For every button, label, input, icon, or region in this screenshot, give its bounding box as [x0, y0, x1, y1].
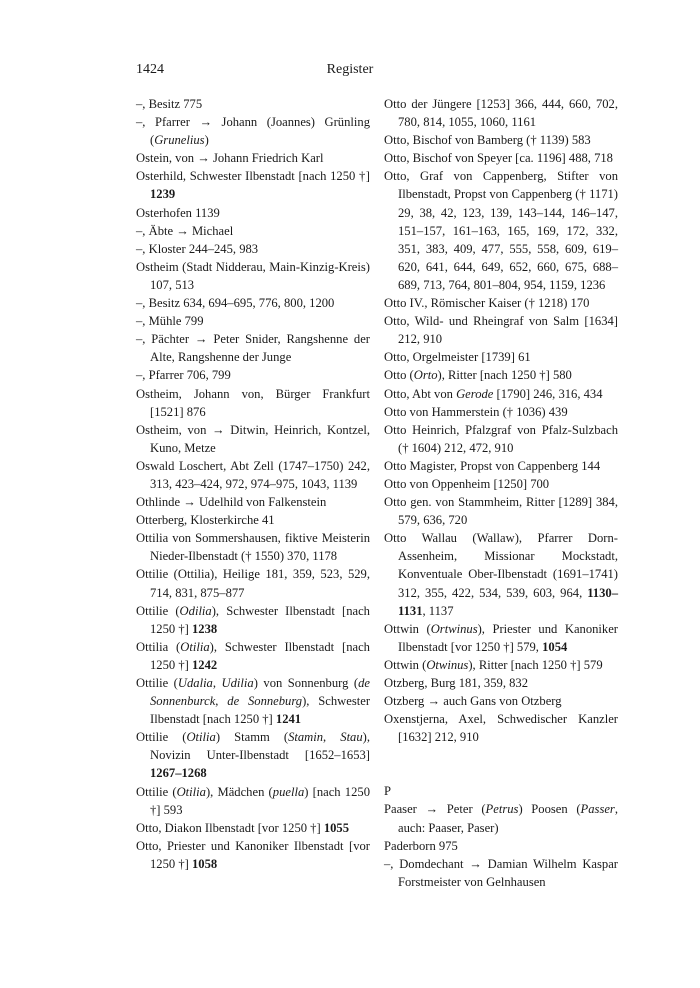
index-entry: Paaser → Peter (Petrus) Poosen (Passer, auch: Paaser, Paser): [384, 802, 618, 835]
index-entry: –, Kloster 244–245, 983: [136, 241, 259, 256]
index-entry: –, Domdechant → Damian Wilhelm Kaspar Forstmeister von Gelnhausen: [384, 856, 618, 889]
index-entry: Ottilie (Otilia) Stamm (Stamin, Stau), Novizin Unter-Ilbenstadt [1652–1653] 1267–1268: [136, 730, 370, 781]
index-entry: –, Besitz 634, 694–695, 776, 800, 1200: [136, 296, 335, 311]
index-entry: Osterhofen 1139: [136, 205, 220, 220]
index-entry: Otto, Abt von Gerode [1790] 246, 316, 434: [384, 386, 603, 401]
index-entry: Oxenstjerna, Axel, Schwedischer Kanzler [1632] 212, 910: [384, 712, 618, 745]
index-entry: Paderborn 975: [384, 838, 458, 853]
index-entry: Otzberg → auch Gans von Otzberg: [384, 694, 562, 709]
index-entry: –, Pfarrer → Johann (Joannes) Grünling (Grunelius): [136, 115, 370, 148]
section-letter: P: [384, 784, 392, 799]
index-entry: Otto Magister, Propst von Cappenberg 144: [384, 458, 601, 473]
running-head: Register: [326, 62, 374, 77]
index-entry: –, Pächter → Peter Snider, Rangshenne der Alte, Rangshenne der Junge: [136, 332, 370, 365]
index-entry: Otto der Jüngere [1253] 366, 444, 660, 702, 780, 814, 1055, 1060, 1161: [384, 97, 618, 130]
index-entry: –, Äbte → Michael: [136, 223, 234, 238]
index-entry: Otto Wallau (Wallaw), Pfarrer Dorn-Assenheim, Missionar Mockstadt, Konventuale Ober-Ilbenstadt (1691–1741) 312, 355, 422, 534, 539, 603, 964, 1130–1131, 1137: [384, 531, 618, 618]
index-entry: Ottilie (Udalia, Udilia) von Sonnenburg (de Sonnenburck, de Sonneburg), Schwester Ilbenstadt [nach 1250 †] 1241: [136, 676, 371, 727]
index-entry: Otterberg, Klosterkirche 41: [136, 513, 275, 528]
index-entry: Otto, Priester und Kanoniker Ilbenstadt [vor 1250 †] 1058: [136, 838, 370, 871]
index-entry: Otto Heinrich, Pfalzgraf von Pfalz-Sulzbach († 1604) 212, 472, 910: [384, 422, 618, 455]
index-entry: Otto, Wild- und Rheingraf von Salm [1634] 212, 910: [384, 314, 618, 347]
section-gap: [384, 746, 618, 782]
index-entry: Ostheim, Johann von, Bürger Frankfurt [1521] 876: [136, 386, 370, 419]
index-entry: –, Mühle 799: [136, 314, 204, 329]
index-entry: Ostein, von → Johann Friedrich Karl: [136, 151, 324, 166]
index-column-right: [384, 95, 618, 891]
index-entry: Osterhild, Schwester Ilbenstadt [nach 1250 †] 1239: [136, 169, 370, 202]
index-entry: –, Pfarrer 706, 799: [136, 368, 231, 383]
index-entry: Ottilia von Sommershausen, fiktive Meisterin Nieder-Ilbenstadt († 1550) 370, 1178: [136, 531, 370, 564]
index-entry: Oswald Loschert, Abt Zell (1747–1750) 242, 313, 423–424, 972, 974–975, 1043, 1139: [136, 458, 370, 491]
index-entry: Otto von Hammerstein († 1036) 439: [384, 404, 568, 419]
index-entry: –, Besitz 775: [136, 97, 203, 111]
index-entry: Otto, Orgelmeister [1739] 61: [384, 350, 531, 365]
index-entry: Ottwin (Otwinus), Ritter [nach 1250 †] 579: [384, 657, 603, 672]
index-entry: Ottilie (Ottilia), Heilige 181, 359, 523, 529, 714, 831, 875–877: [136, 567, 370, 600]
index-entry: Otto IV., Römischer Kaiser († 1218) 170: [384, 296, 590, 311]
page-number: 1424: [136, 62, 164, 77]
index-entry: Ottwin (Ortwinus), Priester und Kanoniker Ilbenstadt [vor 1250 †] 579, 1054: [384, 621, 618, 654]
index-entry: Otto, Bischof von Speyer [ca. 1196] 488, 718: [384, 151, 613, 166]
index-entry: Otto gen. von Stammheim, Ritter [1289] 384, 579, 636, 720: [384, 495, 618, 528]
index-column-left: [136, 95, 370, 873]
index-entry: Otto, Graf von Cappenberg, Stifter von Ilbenstadt, Propst von Cappenberg († 1171) 29, 38, 42, 123, 139, 143–144, 146–147, 151–157, 161–163, 165, 169, 172, 332, 351, 383, 409, 477, 555, 558, 609, 619–620, 641, 644, 649, 652, 660, 675, 688–689, 713, 764, 801–804, 954, 1159, 1236: [384, 169, 618, 292]
index-entry: Othlinde → Udelhild von Falkenstein: [136, 495, 327, 510]
index-entry: Otto (Orto), Ritter [nach 1250 †] 580: [384, 368, 572, 383]
index-entry: Otzberg, Burg 181, 359, 832: [384, 676, 529, 690]
index-entry: Ottilie (Otilia), Mädchen (puella) [nach 1250 †] 593: [136, 784, 370, 817]
index-entry: Ottilie (Odilia), Schwester Ilbenstadt [nach 1250 †] 1238: [136, 603, 370, 636]
index-entry: Otto, Bischof von Bamberg († 1139) 583: [384, 133, 591, 148]
index-entry: Ottilia (Otilia), Schwester Ilbenstadt [nach 1250 †] 1242: [136, 639, 370, 672]
index-entry: Ostheim, von → Ditwin, Heinrich, Kontzel, Kuno, Metze: [136, 422, 370, 455]
index-entry: Ostheim (Stadt Nidderau, Main-Kinzig-Kreis) 107, 513: [136, 259, 370, 292]
index-entry: Otto von Oppenheim [1250] 700: [384, 476, 550, 491]
index-entry: Otto, Diakon Ilbenstadt [vor 1250 †] 1055: [136, 820, 350, 835]
